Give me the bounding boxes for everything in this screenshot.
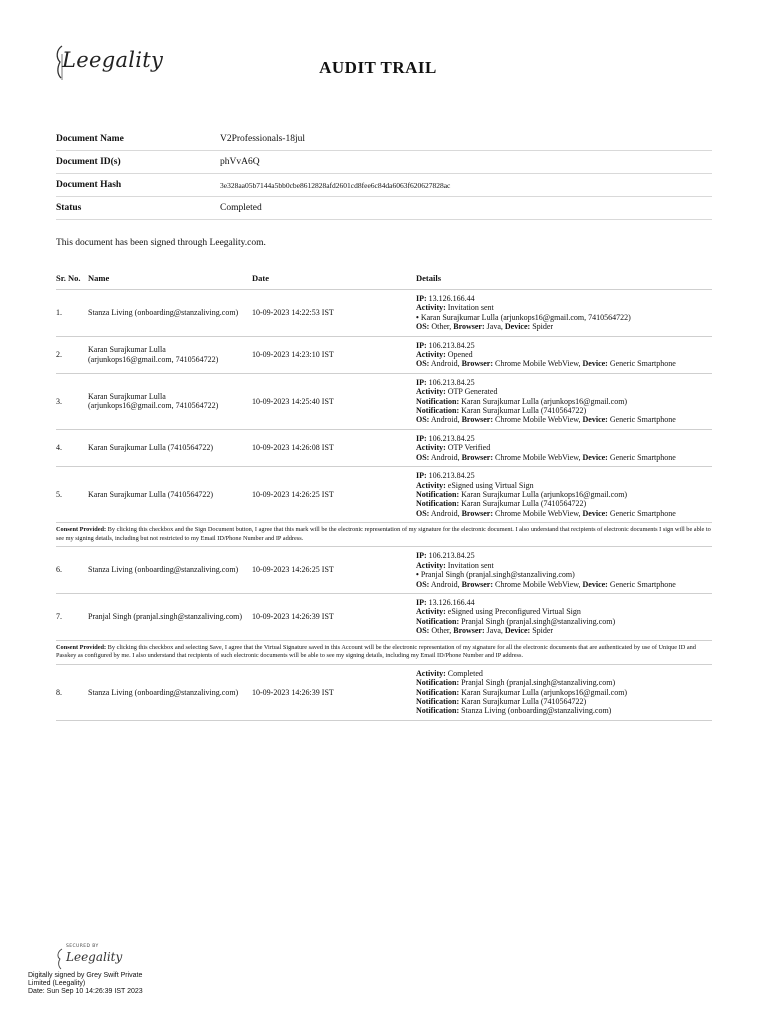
- event-details: [416, 471, 712, 518]
- detail-value: 106.213.84.25: [428, 471, 475, 481]
- leegality-logo: Leegality: [62, 48, 164, 72]
- detail-line: [416, 607, 712, 616]
- event-details: [416, 378, 712, 425]
- meta-value: phVvA6Q: [220, 157, 260, 167]
- detail-key: Notification:: [416, 489, 460, 499]
- detail-value: Android,: [430, 579, 460, 589]
- detail-key: Activity:: [416, 303, 446, 313]
- table-row: [56, 290, 712, 337]
- signer-name: Pranjal Singh (pranjal.singh@stanzaliving.com): [88, 612, 243, 622]
- detail-key: Notification:: [416, 396, 460, 406]
- detail-key: Notification:: [416, 687, 460, 697]
- header-date: Date: [252, 272, 269, 283]
- detail-value: 106.213.84.25: [428, 433, 475, 443]
- detail-line: [416, 359, 712, 368]
- detail-value: Generic Smartphone: [609, 452, 676, 462]
- detail-value: Pranjal Singh (pranjal.singh@stanzaliving.com): [461, 678, 616, 688]
- detail-value: Karan Surajkumar Lulla (arjunkops16@gmail.com): [461, 396, 628, 406]
- detail-value: Pranjal Singh (pranjal.singh@stanzaliving.com): [420, 570, 575, 580]
- detail-key: Device:: [582, 415, 608, 425]
- detail-key: Notification:: [416, 696, 460, 706]
- detail-line: [416, 378, 712, 387]
- detail-line: [416, 434, 712, 443]
- secured-by-label: SECURED BY: [66, 944, 99, 949]
- signer-name: Stanza Living (onboarding@stanzaliving.com): [88, 565, 239, 575]
- detail-value: Karan Surajkumar Lulla (arjunkops16@gmail.com, 7410564722): [420, 312, 631, 322]
- detail-key: IP:: [416, 340, 427, 350]
- detail-value: Spider: [532, 626, 554, 636]
- consent-label: Consent Provided:: [56, 526, 107, 534]
- signer-name: Stanza Living (onboarding@stanzaliving.com): [88, 308, 239, 318]
- detail-key: IP:: [416, 597, 427, 607]
- detail-line: [416, 509, 712, 518]
- sr-no: 1.: [56, 308, 62, 318]
- sr-no: 8.: [56, 687, 62, 697]
- signer-name: Karan Surajkumar Lulla (7410564722): [88, 489, 214, 499]
- detail-key: Activity:: [416, 668, 446, 678]
- meta-key: Document Hash: [56, 180, 122, 190]
- detail-key: Activity:: [416, 387, 446, 397]
- detail-line: [416, 350, 712, 359]
- sr-no: 5.: [56, 489, 62, 499]
- detail-line: [416, 406, 712, 415]
- event-date: 10-09-2023 14:25:40 IST: [252, 396, 334, 406]
- meta-value: V2Professionals-18jul: [220, 134, 305, 144]
- event-date: 10-09-2023 14:26:25 IST: [252, 489, 334, 499]
- detail-value: 106.213.84.25: [428, 377, 475, 387]
- detail-value: Chrome Mobile WebView,: [494, 452, 581, 462]
- detail-value: Android,: [430, 359, 460, 369]
- detail-line: [416, 387, 712, 396]
- detail-value: Completed: [447, 668, 483, 678]
- event-details: [416, 434, 712, 462]
- detail-value: Generic Smartphone: [609, 359, 676, 369]
- detail-line: [416, 303, 712, 312]
- stamp-line: Date: Sun Sep 10 14:26:39 IST 2023: [28, 988, 143, 995]
- detail-value: Android,: [430, 452, 460, 462]
- detail-key: IP:: [416, 551, 427, 561]
- detail-key: OS:: [416, 322, 430, 332]
- detail-key: IP:: [416, 294, 427, 303]
- detail-key: Device:: [582, 359, 608, 369]
- detail-value: 106.213.84.25: [428, 551, 475, 561]
- detail-key: IP:: [416, 433, 427, 443]
- detail-key: Browser:: [461, 359, 493, 369]
- detail-key: OS:: [416, 452, 430, 462]
- event-date: 10-09-2023 14:26:39 IST: [252, 687, 334, 697]
- detail-line: [416, 294, 712, 303]
- detail-key: OS:: [416, 579, 430, 589]
- consent-text: By clicking this checkbox and selecting Save, I agree that the Virtual Signature saved in this Account will be the electronic representation of my signature for all the electronic documents that are authenticated by use of Unique ID and Passkey as configured by me. I also understand that recipients of such electronic documents will be able to see my signing details, including my Email ID/Phone Number and IP address.: [56, 643, 696, 660]
- event-date: 10-09-2023 14:26:25 IST: [252, 565, 334, 575]
- detail-value: Java,: [486, 626, 503, 636]
- detail-key: Browser:: [461, 508, 493, 518]
- detail-value: eSigned using Preconfigured Virtual Sign: [447, 607, 581, 617]
- signer-name: Karan Surajkumar Lulla (arjunkops16@gmail.com, 7410564722): [88, 391, 219, 411]
- detail-value: Chrome Mobile WebView,: [494, 579, 581, 589]
- event-details: [416, 598, 712, 636]
- detail-value: Chrome Mobile WebView,: [494, 415, 581, 425]
- consent-text: By clicking this checkbox and the Sign Document button, I agree that this mark will be the electronic representation of my signature for the electronic document. I also understand that recipients of electronic documents I sign will be able to see my signing details, including but not restricted to my Email ID/Phone Number and IP address.: [56, 526, 711, 542]
- detail-line: [416, 499, 712, 508]
- detail-line: [416, 481, 712, 490]
- detail-value: Generic Smartphone: [609, 415, 676, 425]
- detail-key: Activity:: [416, 350, 446, 360]
- detail-line: [416, 453, 712, 462]
- detail-key: Device:: [582, 452, 608, 462]
- detail-value: Karan Surajkumar Lulla (7410564722): [461, 406, 587, 416]
- detail-value: Generic Smartphone: [609, 579, 676, 589]
- table-row: [56, 594, 712, 641]
- detail-key: OS:: [416, 626, 430, 636]
- detail-key: •: [416, 312, 419, 322]
- detail-key: Device:: [582, 579, 608, 589]
- table-row: [56, 467, 712, 523]
- detail-key: Notification:: [416, 678, 460, 688]
- detail-value: Karan Surajkumar Lulla (7410564722): [461, 499, 587, 509]
- detail-line: [416, 322, 712, 331]
- meta-row-document-hash: [56, 174, 712, 197]
- meta-row-document-id: [56, 151, 712, 174]
- detail-key: Notification:: [416, 499, 460, 509]
- detail-key: Device:: [582, 508, 608, 518]
- signed-through-note: This document has been signed through Leegality.com.: [56, 238, 266, 248]
- detail-key: Browser:: [461, 452, 493, 462]
- detail-key: IP:: [416, 471, 427, 481]
- meta-value: 3e328aa05b7144a5bb0cbe8612828afd2601cd8fee6c84da6063f620627828ac: [220, 180, 451, 190]
- table-row: [56, 430, 712, 467]
- detail-key: OS:: [416, 415, 430, 425]
- detail-value: Invitation sent: [447, 560, 494, 570]
- detail-key: Activity:: [416, 607, 446, 617]
- detail-value: Opened: [447, 350, 473, 360]
- event-details: [416, 551, 712, 589]
- detail-value: Other,: [431, 322, 452, 332]
- detail-line: [416, 313, 712, 322]
- detail-key: Activity:: [416, 443, 446, 453]
- detail-value: OTP Verified: [447, 443, 491, 453]
- detail-key: •: [416, 570, 419, 580]
- table-row: [56, 665, 712, 721]
- detail-value: 106.213.84.25: [428, 340, 475, 350]
- detail-value: Karan Surajkumar Lulla (arjunkops16@gmail.com): [461, 687, 628, 697]
- consent-provided: [56, 523, 712, 547]
- event-details: [416, 294, 712, 332]
- sr-no: 4.: [56, 443, 62, 453]
- audit-table: [56, 266, 712, 721]
- header-name: Name: [88, 272, 110, 283]
- event-date: 10-09-2023 14:23:10 IST: [252, 350, 334, 360]
- consent-label: Consent Provided:: [56, 643, 107, 651]
- detail-key: Device:: [504, 626, 531, 636]
- detail-line: [416, 697, 712, 706]
- detail-line: [416, 669, 712, 678]
- detail-key: Device:: [504, 322, 531, 332]
- detail-value: Chrome Mobile WebView,: [494, 359, 581, 369]
- stamp-line: Limited (Leegality): [28, 980, 86, 987]
- detail-value: eSigned using Virtual Sign: [447, 480, 534, 490]
- digital-signature-stamp: [28, 972, 143, 996]
- detail-value: Karan Surajkumar Lulla (arjunkops16@gmail.com): [461, 489, 628, 499]
- detail-key: Notification:: [416, 406, 460, 416]
- detail-line: [416, 397, 712, 406]
- detail-line: [416, 341, 712, 350]
- detail-key: IP:: [416, 377, 427, 387]
- detail-value: Android,: [430, 415, 460, 425]
- detail-line: [416, 490, 712, 499]
- detail-value: Karan Surajkumar Lulla (7410564722): [461, 696, 587, 706]
- sr-no: 2.: [56, 350, 62, 360]
- detail-line: [416, 626, 712, 635]
- detail-value: Spider: [532, 322, 554, 332]
- signer-name: Karan Surajkumar Lulla (7410564722): [88, 443, 214, 453]
- meta-key: Document ID(s): [56, 157, 121, 167]
- detail-line: [416, 443, 712, 452]
- table-row: [56, 374, 712, 430]
- event-date: 10-09-2023 14:26:08 IST: [252, 443, 334, 453]
- event-details: [416, 669, 712, 716]
- detail-line: [416, 678, 712, 687]
- header-details: Details: [416, 272, 442, 283]
- meta-row-status: [56, 197, 712, 220]
- meta-key: Status: [56, 203, 82, 213]
- detail-line: [416, 598, 712, 607]
- event-details: [416, 341, 712, 369]
- detail-key: Notification:: [416, 706, 460, 716]
- detail-value: OTP Generated: [447, 387, 498, 397]
- sr-no: 6.: [56, 565, 62, 575]
- detail-value: Android,: [430, 508, 460, 518]
- detail-line: [416, 561, 712, 570]
- document-meta: [56, 128, 712, 220]
- signer-name: Stanza Living (onboarding@stanzaliving.com): [88, 687, 239, 697]
- detail-value: Stanza Living (onboarding@stanzaliving.com): [461, 706, 612, 716]
- audit-table-header: [56, 266, 712, 290]
- detail-key: OS:: [416, 359, 430, 369]
- detail-key: Browser:: [461, 415, 493, 425]
- detail-line: [416, 471, 712, 480]
- detail-key: OS:: [416, 508, 430, 518]
- detail-line: [416, 570, 712, 579]
- leegality-stamp-mark: [56, 948, 66, 970]
- event-date: 10-09-2023 14:22:53 IST: [252, 308, 334, 318]
- detail-key: Browser:: [453, 626, 485, 636]
- audit-table-body: [56, 290, 712, 721]
- detail-value: Pranjal Singh (pranjal.singh@stanzaliving.com): [461, 616, 616, 626]
- detail-value: 13.126.166.44: [428, 597, 475, 607]
- header-sr-no: Sr. No.: [56, 272, 81, 283]
- sr-no: 3.: [56, 396, 62, 406]
- signer-name: Karan Surajkumar Lulla (arjunkops16@gmail.com, 7410564722): [88, 345, 219, 364]
- meta-value: Completed: [220, 203, 262, 213]
- detail-line: [416, 551, 712, 560]
- detail-line: [416, 688, 712, 697]
- detail-line: [416, 415, 712, 424]
- detail-line: [416, 706, 712, 715]
- detail-value: Chrome Mobile WebView,: [494, 508, 581, 518]
- stamp-line: Digitally signed by Grey Swift Private: [28, 972, 143, 979]
- event-date: 10-09-2023 14:26:39 IST: [252, 612, 334, 622]
- detail-key: Activity:: [416, 480, 446, 490]
- detail-value: Invitation sent: [447, 303, 494, 313]
- stamp-logo: Leegality: [66, 950, 123, 964]
- detail-line: [416, 617, 712, 626]
- detail-key: Browser:: [453, 322, 485, 332]
- detail-value: Other,: [431, 626, 452, 636]
- detail-key: Notification:: [416, 616, 460, 626]
- table-row: [56, 547, 712, 594]
- page-title: AUDIT TRAIL: [319, 58, 437, 77]
- detail-value: 13.126.166.44: [428, 294, 475, 303]
- detail-key: Browser:: [461, 579, 493, 589]
- detail-value: Generic Smartphone: [609, 508, 676, 518]
- sr-no: 7.: [56, 612, 62, 622]
- consent-provided: [56, 641, 712, 665]
- meta-key: Document Name: [56, 134, 124, 144]
- detail-value: Java,: [486, 322, 503, 332]
- table-row: [56, 337, 712, 374]
- meta-row-document-name: [56, 128, 712, 151]
- detail-key: Activity:: [416, 560, 446, 570]
- detail-line: [416, 580, 712, 589]
